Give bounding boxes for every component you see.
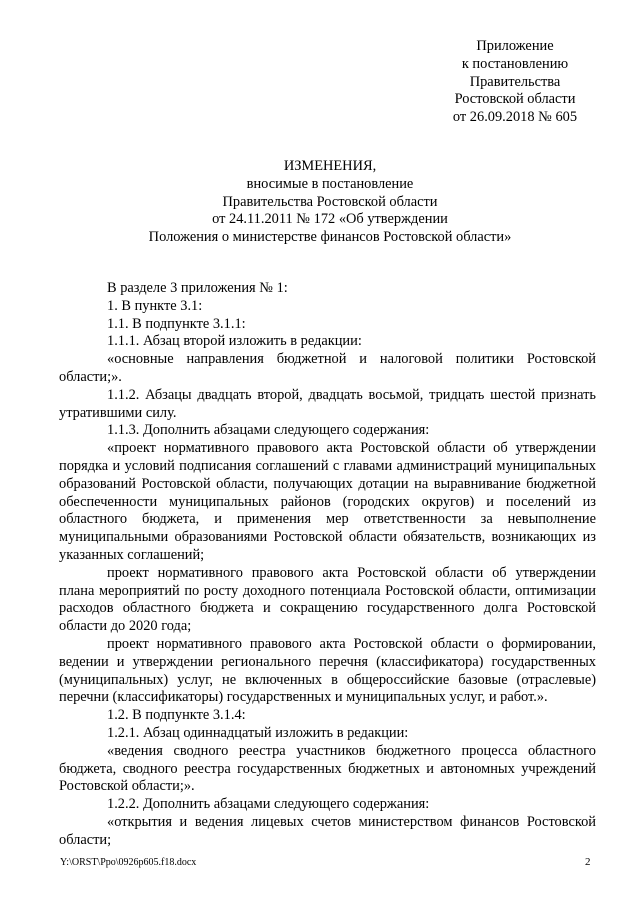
body-paragraph: 1.1.2. Абзацы двадцать второй, двадцать восьмой, тридцать шестой признать утратившими силу. <box>59 386 596 421</box>
body-paragraph: 1.1.1. Абзац второй изложить в редакции: <box>107 333 362 350</box>
document-heading <box>100 158 560 247</box>
body-paragraph: 1.1. В подпункте 3.1.1: <box>107 315 246 332</box>
appendix-line: к постановлению <box>461 55 569 72</box>
body-paragraph: «открытия и ведения лицевых счетов министерством финансов Ростовской области; <box>59 813 596 848</box>
heading-line: Положения о министерстве финансов Ростовской области» <box>148 229 512 246</box>
appendix-line: Правительства <box>469 73 561 90</box>
body-paragraph: «ведения сводного реестра участников бюджетного процесса областного бюджета, сводного реестра государственных бюджетных и автономных учреждений Ростовской области;». <box>59 742 596 795</box>
appendix-line: от 26.09.2018 № 605 <box>452 109 578 126</box>
body-paragraph: В разделе 3 приложения № 1: <box>107 280 288 296</box>
body-paragraph: 1.2. В подпункте 3.1.4: <box>107 707 246 724</box>
heading-line: Правительства Ростовской области <box>222 193 438 210</box>
body-paragraph: проект нормативного правового акта Ростовской области об утверждении плана мероприятий по росту доходного потенциала Ростовской области, оптимизации расходов областного бюджета и сокращению государственного долга Ростовской области до 2020 года; <box>59 564 596 635</box>
page-number: 2 <box>585 856 591 868</box>
body-paragraph: 1.1.3. Дополнить абзацами следующего содержания: <box>107 422 430 439</box>
appendix-block <box>420 38 610 127</box>
body-paragraph: «основные направления бюджетной и налоговой политики Ростовской области;». <box>59 351 596 385</box>
body-paragraph: 1.2.1. Абзац одиннадцатый изложить в редакции: <box>107 724 409 741</box>
footer-file-path: Y:\ORST\Ppo\0926p605.f18.docx <box>60 857 197 868</box>
heading-line: от 24.11.2011 № 172 «Об утверждении <box>212 211 448 228</box>
heading-line: вносимые в постановление <box>246 175 414 192</box>
document-body <box>59 280 596 850</box>
body-paragraph: «проект нормативного правового акта Ростовской области об утверждении порядка и условий подписания соглашений с главами администраций муниципальных образований Ростовской области, получающих дотации на выравнивание бюджетной обеспеченности муниципальных районов (городских округов) и поселений из областного бюджета, и применения мер ответственности за невыполнение муниципальными образованиями Ростовской области обязательств, возникающих из указанных соглашений; <box>59 440 596 563</box>
document-title: ИЗМЕНЕНИЯ, <box>283 158 377 174</box>
body-paragraph: 1.2.2. Дополнить абзацами следующего содержания: <box>107 796 430 813</box>
body-paragraph: 1. В пункте 3.1: <box>107 297 203 314</box>
appendix-line: Ростовской области <box>454 91 576 108</box>
appendix-line: Приложение <box>476 38 554 54</box>
body-paragraph: проект нормативного правового акта Ростовской области о формировании, ведении и утверждении регионального перечня (классификатора) государственных (муниципальных) услуг, не включенных в общероссийские базовые (отраслевые) перечни (классификаторы) государственных и муниципальных услуг, и работ.». <box>59 635 596 706</box>
